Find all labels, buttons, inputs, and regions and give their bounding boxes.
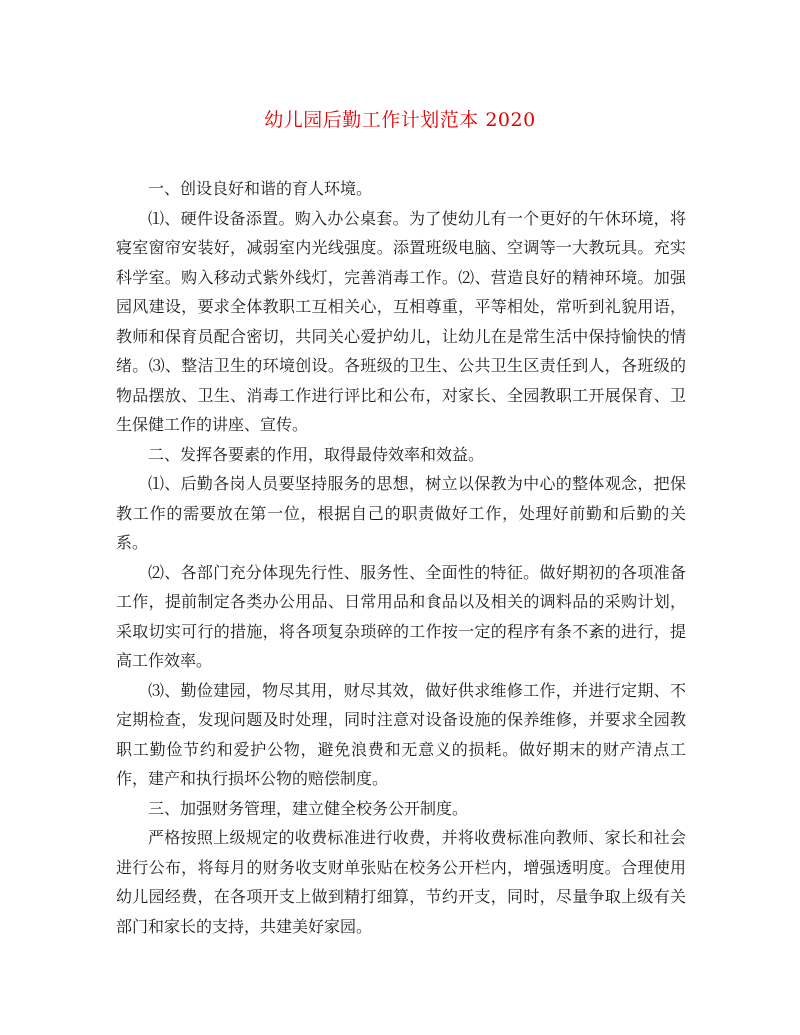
section-heading-1: 一、创设良好和谐的育人环境。 (148, 179, 373, 198)
paragraph: ⑴、硬件设备添置。购入办公桌套。为了使幼儿有一个更好的午休环境，将寝室窗帘安装好，减弱室内光线强度。添置班级电脑、空调等一大教玩具。充实科学室。购入移动式紫外线灯，完善消毒工作。⑵、营造良好的精神环境。加强园风建设，要求全体教职工互相关心，互相尊重，平等相处，常听到礼貌用语，教师和保育员配合密切，共同关心爱护幼儿，让幼儿在是常生活中保持愉快的情绪。⑶、整洁卫生的环境创设。各班级的卫生、公共卫生区责任到人，各班级的物品摆放、卫生、消毒工作进行评比和公布，对家长、全园教职工开展保育、卫生保健工作的讲座、宣传。 (116, 208, 686, 434)
document-body (116, 174, 686, 941)
paragraph: 严格按照上级规定的收费标准进行收费，并将收费标准向教师、家长和社会进行公布，将每月的财务收支财单张贴在校务公开栏内，增强透明度。合理使用幼儿园经费，在各项开支上做到精打细算，节约开支，同时，尽量争取上级有关部门和家长的支持，共建美好家园。 (116, 828, 686, 936)
section-heading-2: 二、发挥各要素的作用，取得最侍效率和效益。 (148, 444, 485, 464)
page-title: 幼儿园后勤工作计划范本 2020 (264, 109, 536, 131)
paragraph: ⑴、后勤各岗人员要坚持服务的思想，树立以保教为中心的整体观念，把保教工作的需要放在第一位，根据自己的职责做好工作，处理好前勤和后勤的关系。 (116, 474, 686, 552)
paragraph: ⑵、各部门充分体现先行性、服务性、全面性的特征。做好期初的各项准备工作，提前制定各类办公用品、日常用品和食品以及相关的调料品的采购计划，采取切实可行的措施，将各项复杂琐碎的工作按一定的程序有条不紊的进行，提高工作效率。 (116, 562, 686, 670)
section-heading-3: 三、加强财务管理，建立健全校务公开制度。 (148, 798, 469, 818)
paragraph: ⑶、勤俭建园，物尽其用，财尽其效，做好供求维修工作，并进行定期、不定期检查，发现问题及时处理，同时注意对设备设施的保养维修，并要求全园教职工勤俭节约和爱护公物，避免浪费和无意义的损耗。做好期末的财产清点工作，建产和执行损坏公物的赔偿制度。 (116, 680, 686, 788)
